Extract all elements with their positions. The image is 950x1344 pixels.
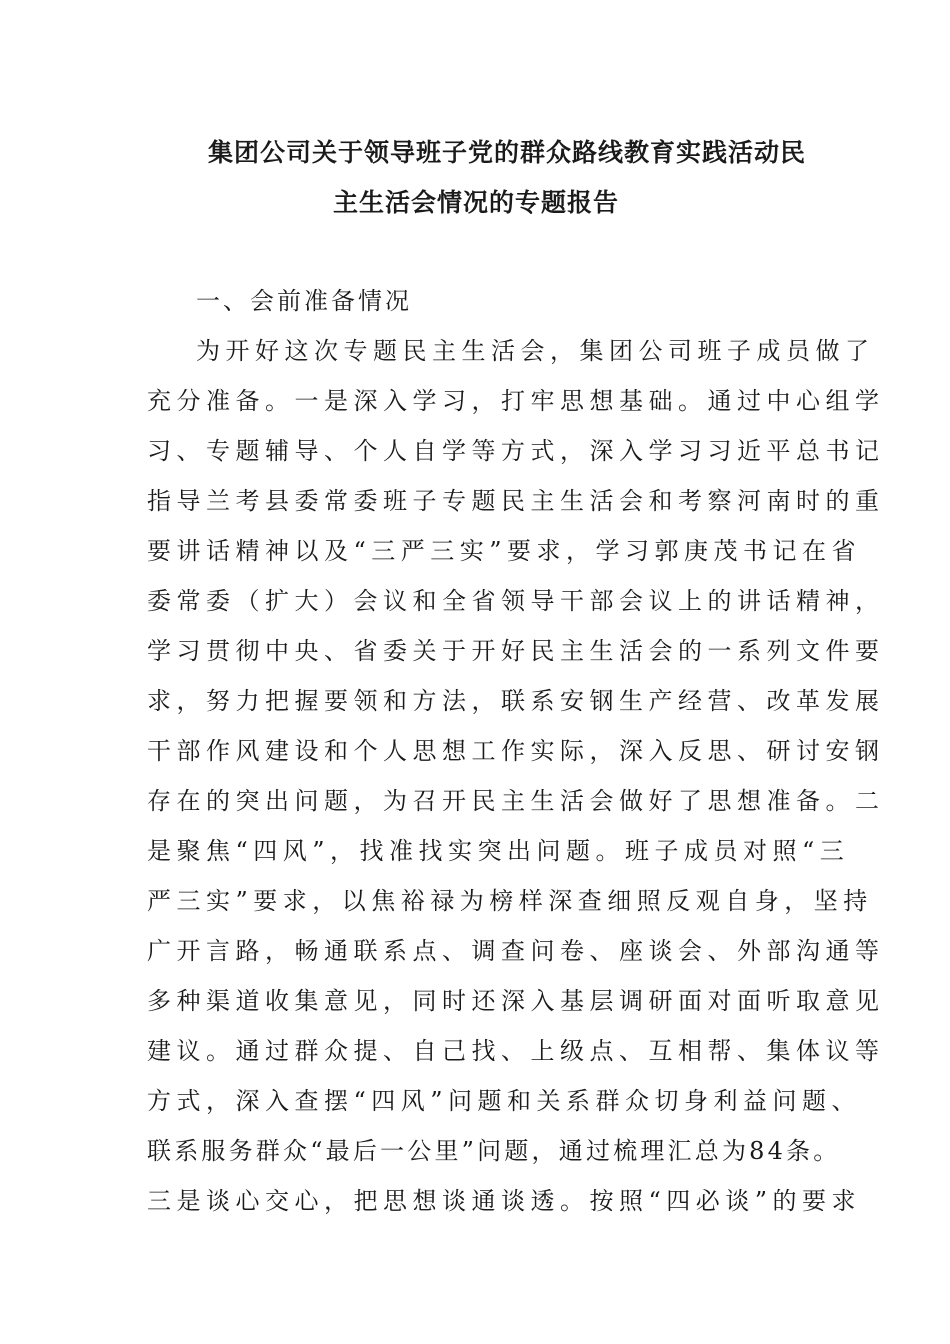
body-text-line: 充分准备。一是深入学习，打牢思想基础。通过中心组学	[147, 387, 885, 415]
body-text-line: 联系服务群众“最后一公里”问题，通过梳理汇总为84条。	[147, 1137, 841, 1165]
body-text-line: 建议。通过群众提、自己找、上级点、互相帮、集体议等	[147, 1037, 885, 1065]
body-text-line: 要讲话精神以及“三严三实”要求，学习郭庚茂书记在省	[147, 537, 862, 565]
body-text-line: 存在的突出问题，为召开民主生活会做好了思想准备。二	[147, 787, 885, 815]
body-text-line: 求，努力把握要领和方法，联系安钢生产经营、改革发展	[147, 687, 885, 715]
body-text-line: 学习贯彻中央、省委关于开好民主生活会的一系列文件要	[147, 637, 885, 665]
document-title-line-1: 集团公司关于领导班子党的群众路线教育实践活动民	[208, 138, 807, 167]
body-text-line: 指导兰考县委常委班子专题民主生活会和考察河南时的重	[147, 487, 885, 515]
document-title-line-2: 主生活会情况的专题报告	[333, 188, 620, 217]
body-text-line: 干部作风建设和个人思想工作实际，深入反思、研讨安钢	[147, 737, 885, 765]
body-text-line: 习、专题辅导、个人自学等方式，深入学习习近平总书记	[147, 437, 885, 465]
body-text-line: 委常委（扩大）会议和全省领导干部会议上的讲话精神，	[147, 587, 885, 615]
body-text-line: 广开言路，畅通联系点、调查问卷、座谈会、外部沟通等	[147, 937, 885, 965]
body-text-line: 严三实”要求，以焦裕禄为榜样深查细照反观自身，坚持	[147, 887, 873, 915]
body-text-line: 三是谈心交心，把思想谈通谈透。按照“四必谈”的要求	[147, 1187, 862, 1215]
section-heading: 一、会前准备情况	[196, 287, 412, 315]
body-text-line: 多种渠道收集意见，同时还深入基层调研面对面听取意见	[147, 987, 885, 1015]
body-text-line: 是聚焦“四风”，找准找实突出问题。班子成员对照“三	[147, 837, 850, 865]
body-text-line: 为开好这次专题民主生活会，集团公司班子成员做了	[196, 337, 875, 365]
body-text-line: 方式，深入查摆“四风”问题和关系群众切身利益问题、	[147, 1087, 862, 1115]
